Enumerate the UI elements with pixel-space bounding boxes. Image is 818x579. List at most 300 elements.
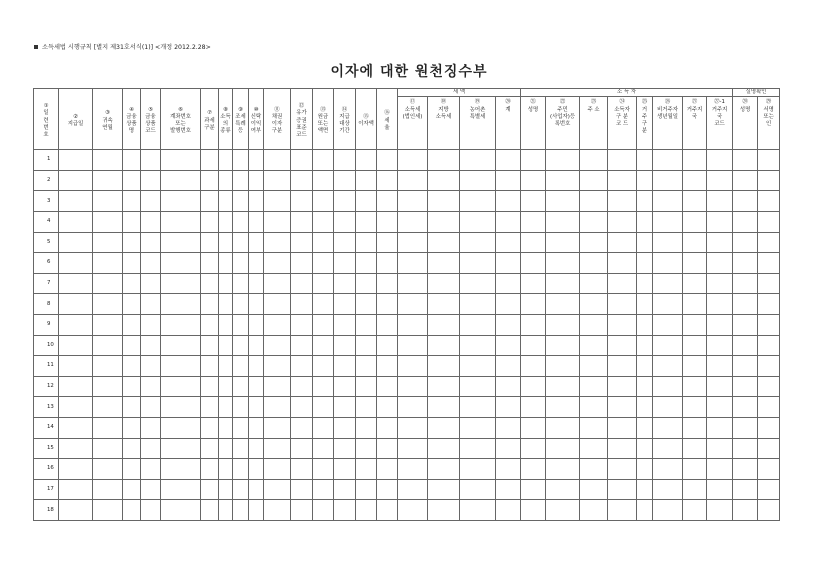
- table-cell[interactable]: [398, 376, 428, 397]
- table-cell[interactable]: [653, 356, 683, 377]
- table-cell[interactable]: [123, 397, 141, 418]
- table-cell[interactable]: [123, 356, 141, 377]
- table-cell[interactable]: [377, 191, 398, 212]
- table-cell[interactable]: [496, 315, 521, 336]
- table-cell[interactable]: [161, 150, 201, 171]
- table-cell[interactable]: [608, 212, 637, 233]
- table-cell[interactable]: [123, 294, 141, 315]
- table-cell[interactable]: [608, 315, 637, 336]
- table-cell[interactable]: [758, 418, 780, 439]
- table-cell[interactable]: [141, 232, 161, 253]
- table-cell[interactable]: [141, 356, 161, 377]
- table-cell[interactable]: [291, 150, 313, 171]
- table-cell[interactable]: [377, 418, 398, 439]
- table-cell[interactable]: [496, 438, 521, 459]
- table-cell[interactable]: [521, 232, 546, 253]
- table-cell[interactable]: [428, 418, 460, 439]
- table-cell[interactable]: [201, 232, 219, 253]
- table-cell[interactable]: [377, 273, 398, 294]
- table-cell[interactable]: [313, 315, 334, 336]
- table-cell[interactable]: [233, 356, 249, 377]
- table-cell[interactable]: [398, 315, 428, 336]
- table-cell[interactable]: [123, 500, 141, 521]
- table-cell[interactable]: [93, 253, 123, 274]
- table-cell[interactable]: [201, 253, 219, 274]
- table-cell[interactable]: [93, 315, 123, 336]
- table-cell[interactable]: [161, 273, 201, 294]
- table-cell[interactable]: [580, 418, 608, 439]
- table-cell[interactable]: [496, 459, 521, 480]
- table-cell[interactable]: [233, 191, 249, 212]
- table-cell[interactable]: [59, 315, 93, 336]
- table-cell[interactable]: [460, 335, 496, 356]
- table-cell[interactable]: [428, 356, 460, 377]
- table-cell[interactable]: [233, 232, 249, 253]
- table-cell[interactable]: [249, 253, 264, 274]
- table-cell[interactable]: [356, 253, 377, 274]
- table-cell[interactable]: [141, 315, 161, 336]
- table-cell[interactable]: [233, 253, 249, 274]
- table-cell[interactable]: [141, 150, 161, 171]
- table-cell[interactable]: [219, 418, 233, 439]
- table-cell[interactable]: [496, 253, 521, 274]
- table-cell[interactable]: [608, 500, 637, 521]
- table-cell[interactable]: [758, 459, 780, 480]
- table-cell[interactable]: [233, 170, 249, 191]
- table-cell[interactable]: [141, 376, 161, 397]
- table-cell[interactable]: [233, 376, 249, 397]
- table-cell[interactable]: [707, 170, 733, 191]
- table-cell[interactable]: [653, 397, 683, 418]
- table-cell[interactable]: [59, 253, 93, 274]
- table-cell[interactable]: [653, 376, 683, 397]
- table-cell[interactable]: [123, 376, 141, 397]
- table-cell[interactable]: [377, 356, 398, 377]
- table-cell[interactable]: [356, 150, 377, 171]
- table-cell[interactable]: [141, 438, 161, 459]
- table-cell[interactable]: [733, 459, 758, 480]
- table-cell[interactable]: [93, 418, 123, 439]
- table-cell[interactable]: [580, 294, 608, 315]
- table-cell[interactable]: [521, 191, 546, 212]
- table-cell[interactable]: [398, 335, 428, 356]
- table-cell[interactable]: [219, 438, 233, 459]
- table-cell[interactable]: [758, 356, 780, 377]
- table-cell[interactable]: [59, 376, 93, 397]
- table-cell[interactable]: [637, 397, 653, 418]
- table-cell[interactable]: [546, 150, 580, 171]
- table-cell[interactable]: [653, 212, 683, 233]
- table-cell[interactable]: [334, 418, 356, 439]
- table-cell[interactable]: [201, 150, 219, 171]
- table-cell[interactable]: [313, 418, 334, 439]
- table-cell[interactable]: [219, 315, 233, 336]
- table-cell[interactable]: [59, 418, 93, 439]
- table-cell[interactable]: [356, 438, 377, 459]
- table-cell[interactable]: [313, 356, 334, 377]
- table-cell[interactable]: [334, 232, 356, 253]
- table-cell[interactable]: [161, 479, 201, 500]
- table-cell[interactable]: [521, 273, 546, 294]
- table-cell[interactable]: [521, 397, 546, 418]
- table-cell[interactable]: [733, 212, 758, 233]
- table-cell[interactable]: [123, 232, 141, 253]
- table-cell[interactable]: [758, 273, 780, 294]
- table-cell[interactable]: [580, 253, 608, 274]
- table-cell[interactable]: [608, 459, 637, 480]
- table-cell[interactable]: [580, 438, 608, 459]
- table-cell[interactable]: [707, 335, 733, 356]
- table-cell[interactable]: [377, 479, 398, 500]
- table-cell[interactable]: [733, 191, 758, 212]
- table-cell[interactable]: [733, 315, 758, 336]
- table-cell[interactable]: [398, 150, 428, 171]
- table-cell[interactable]: [313, 459, 334, 480]
- table-cell[interactable]: [264, 376, 291, 397]
- table-cell[interactable]: [758, 170, 780, 191]
- table-cell[interactable]: [653, 191, 683, 212]
- table-cell[interactable]: [496, 170, 521, 191]
- table-cell[interactable]: [428, 150, 460, 171]
- table-cell[interactable]: [683, 170, 707, 191]
- table-cell[interactable]: [356, 294, 377, 315]
- table-cell[interactable]: [377, 150, 398, 171]
- table-cell[interactable]: [334, 273, 356, 294]
- table-cell[interactable]: [460, 212, 496, 233]
- table-cell[interactable]: [580, 212, 608, 233]
- table-cell[interactable]: [546, 232, 580, 253]
- table-cell[interactable]: [637, 418, 653, 439]
- table-cell[interactable]: [758, 397, 780, 418]
- table-cell[interactable]: [637, 150, 653, 171]
- table-cell[interactable]: [233, 294, 249, 315]
- table-cell[interactable]: [233, 212, 249, 233]
- table-cell[interactable]: [334, 479, 356, 500]
- table-cell[interactable]: [264, 356, 291, 377]
- table-cell[interactable]: [496, 356, 521, 377]
- table-cell[interactable]: [334, 212, 356, 233]
- table-cell[interactable]: [460, 150, 496, 171]
- table-cell[interactable]: [249, 500, 264, 521]
- table-cell[interactable]: [637, 212, 653, 233]
- table-cell[interactable]: [496, 376, 521, 397]
- table-cell[interactable]: [707, 500, 733, 521]
- table-cell[interactable]: [219, 212, 233, 233]
- table-cell[interactable]: [291, 315, 313, 336]
- table-cell[interactable]: [313, 479, 334, 500]
- table-cell[interactable]: [521, 150, 546, 171]
- table-cell[interactable]: [291, 438, 313, 459]
- table-cell[interactable]: [123, 418, 141, 439]
- table-cell[interactable]: [546, 418, 580, 439]
- table-cell[interactable]: [733, 150, 758, 171]
- table-cell[interactable]: [580, 232, 608, 253]
- table-cell[interactable]: [707, 356, 733, 377]
- table-cell[interactable]: [264, 438, 291, 459]
- table-cell[interactable]: [93, 170, 123, 191]
- table-cell[interactable]: [59, 500, 93, 521]
- table-cell[interactable]: [398, 212, 428, 233]
- table-cell[interactable]: [653, 418, 683, 439]
- table-cell[interactable]: [291, 418, 313, 439]
- table-cell[interactable]: [233, 459, 249, 480]
- table-cell[interactable]: [201, 170, 219, 191]
- table-cell[interactable]: [521, 315, 546, 336]
- table-cell[interactable]: [608, 376, 637, 397]
- table-cell[interactable]: [683, 150, 707, 171]
- table-cell[interactable]: [758, 500, 780, 521]
- table-cell[interactable]: [264, 253, 291, 274]
- table-cell[interactable]: [356, 397, 377, 418]
- table-cell[interactable]: [356, 335, 377, 356]
- table-cell[interactable]: [546, 479, 580, 500]
- table-cell[interactable]: [219, 335, 233, 356]
- table-cell[interactable]: [356, 191, 377, 212]
- table-cell[interactable]: [313, 335, 334, 356]
- table-cell[interactable]: [580, 397, 608, 418]
- table-cell[interactable]: [521, 418, 546, 439]
- table-cell[interactable]: [398, 232, 428, 253]
- table-cell[interactable]: [233, 397, 249, 418]
- table-cell[interactable]: [637, 335, 653, 356]
- table-cell[interactable]: [733, 500, 758, 521]
- table-cell[interactable]: [356, 459, 377, 480]
- table-cell[interactable]: [683, 438, 707, 459]
- table-cell[interactable]: [93, 459, 123, 480]
- table-cell[interactable]: [291, 191, 313, 212]
- table-cell[interactable]: [249, 397, 264, 418]
- table-cell[interactable]: [233, 273, 249, 294]
- table-cell[interactable]: [249, 273, 264, 294]
- table-cell[interactable]: [496, 150, 521, 171]
- table-cell[interactable]: [123, 438, 141, 459]
- table-cell[interactable]: [264, 500, 291, 521]
- table-cell[interactable]: [141, 500, 161, 521]
- table-cell[interactable]: [201, 438, 219, 459]
- table-cell[interactable]: [580, 335, 608, 356]
- table-cell[interactable]: [758, 253, 780, 274]
- table-cell[interactable]: [733, 438, 758, 459]
- table-cell[interactable]: [219, 170, 233, 191]
- table-cell[interactable]: [93, 150, 123, 171]
- table-cell[interactable]: [161, 418, 201, 439]
- table-cell[interactable]: [707, 438, 733, 459]
- table-cell[interactable]: [334, 253, 356, 274]
- table-cell[interactable]: [264, 315, 291, 336]
- table-cell[interactable]: [313, 500, 334, 521]
- table-cell[interactable]: [264, 191, 291, 212]
- table-cell[interactable]: [334, 191, 356, 212]
- table-cell[interactable]: [313, 191, 334, 212]
- table-cell[interactable]: [653, 500, 683, 521]
- table-cell[interactable]: [291, 170, 313, 191]
- table-cell[interactable]: [356, 479, 377, 500]
- table-cell[interactable]: [580, 191, 608, 212]
- table-cell[interactable]: [264, 273, 291, 294]
- table-cell[interactable]: [758, 376, 780, 397]
- table-cell[interactable]: [707, 191, 733, 212]
- table-cell[interactable]: [249, 315, 264, 336]
- table-cell[interactable]: [201, 294, 219, 315]
- table-cell[interactable]: [707, 397, 733, 418]
- table-cell[interactable]: [496, 294, 521, 315]
- table-cell[interactable]: [683, 356, 707, 377]
- table-cell[interactable]: [428, 438, 460, 459]
- table-cell[interactable]: [141, 459, 161, 480]
- table-cell[interactable]: [546, 397, 580, 418]
- table-cell[interactable]: [637, 232, 653, 253]
- table-cell[interactable]: [707, 294, 733, 315]
- table-cell[interactable]: [201, 459, 219, 480]
- table-cell[interactable]: [233, 418, 249, 439]
- table-cell[interactable]: [683, 459, 707, 480]
- table-cell[interactable]: [428, 232, 460, 253]
- table-cell[interactable]: [733, 376, 758, 397]
- table-cell[interactable]: [496, 397, 521, 418]
- table-cell[interactable]: [291, 356, 313, 377]
- table-cell[interactable]: [683, 253, 707, 274]
- table-cell[interactable]: [313, 170, 334, 191]
- table-cell[interactable]: [733, 479, 758, 500]
- table-cell[interactable]: [546, 191, 580, 212]
- table-cell[interactable]: [123, 459, 141, 480]
- table-cell[interactable]: [123, 479, 141, 500]
- table-cell[interactable]: [398, 191, 428, 212]
- table-cell[interactable]: [291, 253, 313, 274]
- table-cell[interactable]: [59, 273, 93, 294]
- table-cell[interactable]: [93, 232, 123, 253]
- table-cell[interactable]: [521, 500, 546, 521]
- table-cell[interactable]: [201, 335, 219, 356]
- table-cell[interactable]: [546, 335, 580, 356]
- table-cell[interactable]: [201, 315, 219, 336]
- table-cell[interactable]: [496, 273, 521, 294]
- table-cell[interactable]: [683, 232, 707, 253]
- table-cell[interactable]: [291, 273, 313, 294]
- table-cell[interactable]: [460, 356, 496, 377]
- table-cell[interactable]: [758, 232, 780, 253]
- table-cell[interactable]: [249, 212, 264, 233]
- table-cell[interactable]: [123, 212, 141, 233]
- table-cell[interactable]: [546, 500, 580, 521]
- table-cell[interactable]: [683, 376, 707, 397]
- table-cell[interactable]: [608, 356, 637, 377]
- table-cell[interactable]: [707, 212, 733, 233]
- table-cell[interactable]: [460, 232, 496, 253]
- table-cell[interactable]: [683, 191, 707, 212]
- table-cell[interactable]: [377, 459, 398, 480]
- table-cell[interactable]: [637, 294, 653, 315]
- table-cell[interactable]: [653, 170, 683, 191]
- table-cell[interactable]: [653, 479, 683, 500]
- table-cell[interactable]: [201, 356, 219, 377]
- table-cell[interactable]: [637, 376, 653, 397]
- table-cell[interactable]: [683, 397, 707, 418]
- table-cell[interactable]: [334, 459, 356, 480]
- table-cell[interactable]: [521, 479, 546, 500]
- table-cell[interactable]: [733, 356, 758, 377]
- table-cell[interactable]: [356, 418, 377, 439]
- table-cell[interactable]: [608, 335, 637, 356]
- table-cell[interactable]: [637, 170, 653, 191]
- table-cell[interactable]: [608, 294, 637, 315]
- table-cell[interactable]: [637, 500, 653, 521]
- table-cell[interactable]: [580, 315, 608, 336]
- table-cell[interactable]: [758, 335, 780, 356]
- table-cell[interactable]: [683, 212, 707, 233]
- table-cell[interactable]: [141, 294, 161, 315]
- table-cell[interactable]: [377, 335, 398, 356]
- table-cell[interactable]: [653, 232, 683, 253]
- table-cell[interactable]: [460, 191, 496, 212]
- table-cell[interactable]: [580, 170, 608, 191]
- table-cell[interactable]: [653, 273, 683, 294]
- table-cell[interactable]: [428, 170, 460, 191]
- table-cell[interactable]: [291, 376, 313, 397]
- table-cell[interactable]: [377, 315, 398, 336]
- table-cell[interactable]: [653, 253, 683, 274]
- table-cell[interactable]: [59, 438, 93, 459]
- table-cell[interactable]: [683, 418, 707, 439]
- table-cell[interactable]: [219, 397, 233, 418]
- table-cell[interactable]: [141, 418, 161, 439]
- table-cell[interactable]: [521, 438, 546, 459]
- table-cell[interactable]: [249, 479, 264, 500]
- table-cell[interactable]: [219, 253, 233, 274]
- table-cell[interactable]: [428, 500, 460, 521]
- table-cell[interactable]: [496, 191, 521, 212]
- table-cell[interactable]: [201, 273, 219, 294]
- table-cell[interactable]: [398, 479, 428, 500]
- table-cell[interactable]: [161, 191, 201, 212]
- table-cell[interactable]: [733, 273, 758, 294]
- table-cell[interactable]: [313, 397, 334, 418]
- table-cell[interactable]: [707, 418, 733, 439]
- table-cell[interactable]: [460, 479, 496, 500]
- table-cell[interactable]: [123, 170, 141, 191]
- table-cell[interactable]: [377, 170, 398, 191]
- table-cell[interactable]: [428, 212, 460, 233]
- table-cell[interactable]: [460, 253, 496, 274]
- table-cell[interactable]: [59, 232, 93, 253]
- table-cell[interactable]: [707, 376, 733, 397]
- table-cell[interactable]: [377, 376, 398, 397]
- table-cell[interactable]: [428, 397, 460, 418]
- table-cell[interactable]: [249, 459, 264, 480]
- table-cell[interactable]: [580, 500, 608, 521]
- table-cell[interactable]: [356, 356, 377, 377]
- table-cell[interactable]: [313, 150, 334, 171]
- table-cell[interactable]: [264, 150, 291, 171]
- table-cell[interactable]: [707, 315, 733, 336]
- table-cell[interactable]: [313, 212, 334, 233]
- table-cell[interactable]: [521, 335, 546, 356]
- table-cell[interactable]: [608, 253, 637, 274]
- table-cell[interactable]: [249, 170, 264, 191]
- table-cell[interactable]: [683, 335, 707, 356]
- table-cell[interactable]: [733, 170, 758, 191]
- table-cell[interactable]: [580, 356, 608, 377]
- table-cell[interactable]: [521, 253, 546, 274]
- table-cell[interactable]: [249, 232, 264, 253]
- table-cell[interactable]: [249, 294, 264, 315]
- table-cell[interactable]: [683, 294, 707, 315]
- table-cell[interactable]: [496, 479, 521, 500]
- table-cell[interactable]: [733, 253, 758, 274]
- table-cell[interactable]: [683, 500, 707, 521]
- table-cell[interactable]: [758, 479, 780, 500]
- table-cell[interactable]: [264, 335, 291, 356]
